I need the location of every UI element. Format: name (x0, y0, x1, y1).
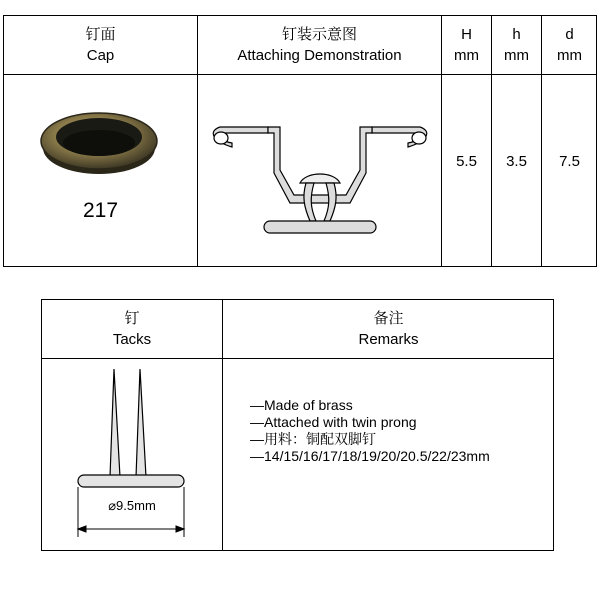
model-number: 217 (82, 199, 119, 222)
remark-item: —Attached with twin prong (250, 414, 417, 430)
specification-table (3, 15, 597, 267)
header-h-unit: mm (504, 47, 529, 64)
attaching-demonstration-drawing (198, 75, 441, 265)
remark-item: —Made of brass (250, 397, 353, 413)
header-remarks-cn: 备注 (373, 310, 404, 327)
value-H: 5.5 (456, 153, 477, 170)
remarks-list (250, 397, 490, 465)
cap-image (4, 75, 197, 265)
header-d-unit: mm (557, 47, 582, 64)
header-demo-cn: 钉装示意图 (281, 26, 357, 43)
header-h-label: h (512, 26, 521, 43)
header-remarks (223, 308, 554, 350)
header-cap-cn: 钉面 (85, 26, 116, 43)
header-cap (4, 24, 197, 66)
header-tacks-cn: 钉 (124, 310, 140, 327)
header-H-unit: mm (454, 47, 479, 64)
remark-item: —14/15/16/17/18/19/20/20.5/22/23mm (250, 448, 490, 464)
header-H-label: H (461, 26, 472, 43)
header-cap-en: Cap (86, 47, 115, 64)
remark-item: —用料：铜配双脚钉 (250, 431, 376, 447)
header-tacks-en: Tacks (112, 331, 152, 348)
tack-drawing (42, 359, 222, 551)
header-attaching-demonstration (198, 24, 441, 66)
header-demo-en: Attaching Demonstration (237, 47, 402, 64)
header-H (442, 24, 491, 66)
tacks-table (41, 299, 554, 551)
header-d (542, 24, 597, 66)
header-h (492, 24, 541, 66)
value-d: 7.5 (559, 153, 580, 170)
header-d-label: d (565, 26, 574, 43)
header-remarks-en: Remarks (358, 331, 419, 348)
value-h: 3.5 (506, 153, 527, 170)
header-tacks (42, 308, 222, 350)
dimension-label: ⌀9.5mm (82, 498, 182, 514)
